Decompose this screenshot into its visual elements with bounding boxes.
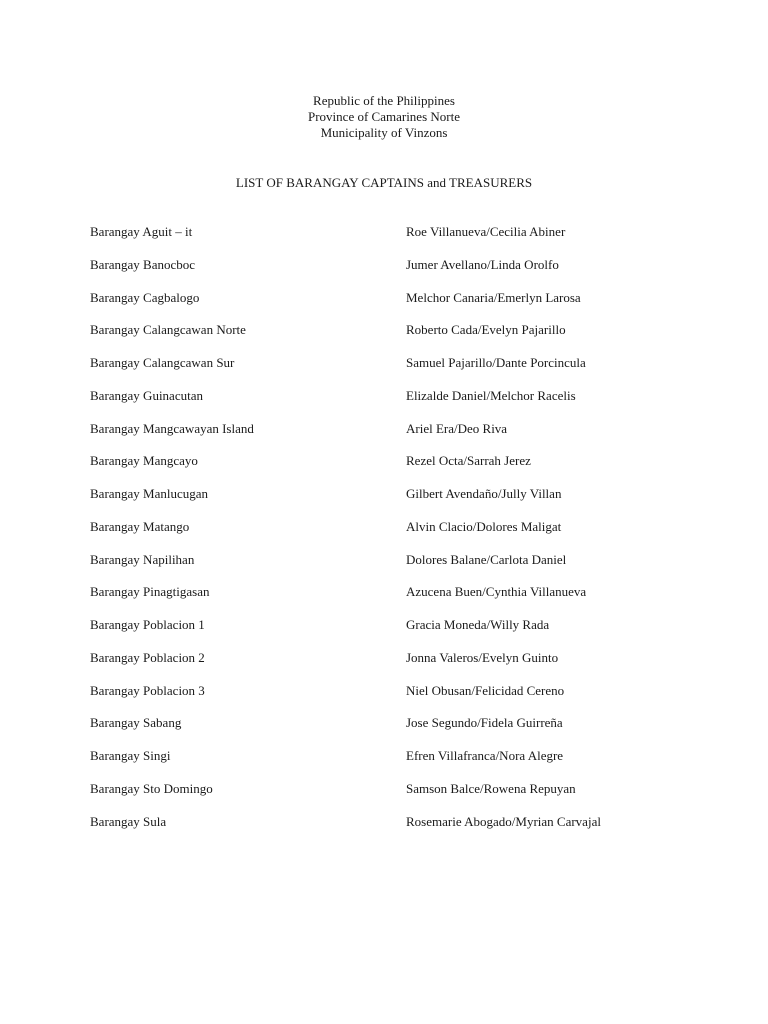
- barangay-name: Barangay Singi: [90, 748, 171, 763]
- captain-treasurer-names: Azucena Buen/Cynthia Villanueva: [406, 584, 587, 600]
- barangay-name: Barangay Aguit – it: [90, 224, 193, 239]
- barangay-name: Barangay Poblacion 3: [90, 682, 205, 698]
- list-item: [90, 715, 690, 748]
- barangay-name: Barangay Mangcayo: [90, 453, 198, 469]
- list-item: [90, 421, 690, 454]
- barangay-name: Barangay Cagbalogo: [90, 289, 200, 305]
- list-item: [90, 486, 690, 519]
- barangay-name: Barangay Sto Domingo: [90, 780, 213, 796]
- barangay-name: Barangay Guinacutan: [90, 387, 203, 403]
- captain-treasurer-names: Ariel Era/Deo Riva: [406, 420, 508, 436]
- barangay-name: Barangay Banocboc: [90, 256, 196, 272]
- list-item: [90, 748, 690, 781]
- barangay-name: Barangay Manlucugan: [90, 486, 209, 501]
- barangay-list: [90, 224, 690, 846]
- captain-treasurer-names: Roberto Cada/Evelyn Pajarillo: [406, 322, 566, 338]
- header-republic: Republic of the Philippines: [313, 93, 455, 108]
- document-title: LIST OF BARANGAY CAPTAINS and TREASURERS: [235, 175, 533, 190]
- list-item: [90, 584, 690, 617]
- captain-treasurer-names: Rosemarie Abogado/Myrian Carvajal: [406, 813, 601, 829]
- list-item: [90, 290, 690, 323]
- captain-treasurer-names: Samson Balce/Rowena Repuyan: [406, 780, 576, 796]
- barangay-name: Barangay Sula: [90, 813, 167, 829]
- list-item: [90, 453, 690, 486]
- captain-treasurer-names: Alvin Clacio/Dolores Maligat: [406, 518, 562, 534]
- list-item: [90, 814, 690, 847]
- header-municipality: Municipality of Vinzons: [320, 125, 448, 140]
- list-item: [90, 224, 690, 257]
- list-item: [90, 552, 690, 585]
- header-province: Province of Camarines Norte: [308, 109, 460, 124]
- captain-treasurer-names: Niel Obusan/Felicidad Cereno: [406, 682, 565, 698]
- document-header: [0, 93, 768, 141]
- captain-treasurer-names: Roe Villanueva/Cecilia Abiner: [406, 224, 566, 239]
- barangay-name: Barangay Napilihan: [90, 551, 195, 567]
- captain-treasurer-names: Melchor Canaria/Emerlyn Larosa: [406, 289, 581, 305]
- list-item: [90, 781, 690, 814]
- captain-treasurer-names: Gilbert Avendaño/Jully Villan: [406, 486, 562, 501]
- list-item: [90, 322, 690, 355]
- list-item: [90, 617, 690, 650]
- captain-treasurer-names: Jonna Valeros/Evelyn Guinto: [406, 649, 559, 665]
- barangay-name: Barangay Calangcawan Sur: [90, 355, 235, 370]
- barangay-name: Barangay Calangcawan Norte: [90, 322, 246, 338]
- list-item: [90, 683, 690, 716]
- captain-treasurer-names: Efren Villafranca/Nora Alegre: [406, 748, 564, 763]
- list-item: [90, 355, 690, 388]
- captain-treasurer-names: Jumer Avellano/Linda Orolfo: [406, 256, 559, 272]
- barangay-name: Barangay Sabang: [90, 715, 182, 731]
- captain-treasurer-names: Jose Segundo/Fidela Guirreña: [406, 715, 563, 731]
- list-item: [90, 257, 690, 290]
- captain-treasurer-names: Rezel Octa/Sarrah Jerez: [406, 453, 531, 469]
- captain-treasurer-names: Gracia Moneda/Willy Rada: [406, 617, 550, 632]
- barangay-name: Barangay Poblacion 1: [90, 617, 205, 632]
- barangay-name: Barangay Matango: [90, 518, 190, 534]
- captain-treasurer-names: Dolores Balane/Carlota Daniel: [406, 551, 567, 567]
- list-item: [90, 519, 690, 552]
- barangay-name: Barangay Mangcawayan Island: [90, 420, 254, 436]
- list-item: [90, 650, 690, 683]
- list-item: [90, 388, 690, 421]
- barangay-name: Barangay Poblacion 2: [90, 649, 205, 665]
- barangay-name: Barangay Pinagtigasan: [90, 584, 210, 600]
- captain-treasurer-names: Elizalde Daniel/Melchor Racelis: [406, 387, 576, 403]
- captain-treasurer-names: Samuel Pajarillo/Dante Porcincula: [406, 355, 586, 370]
